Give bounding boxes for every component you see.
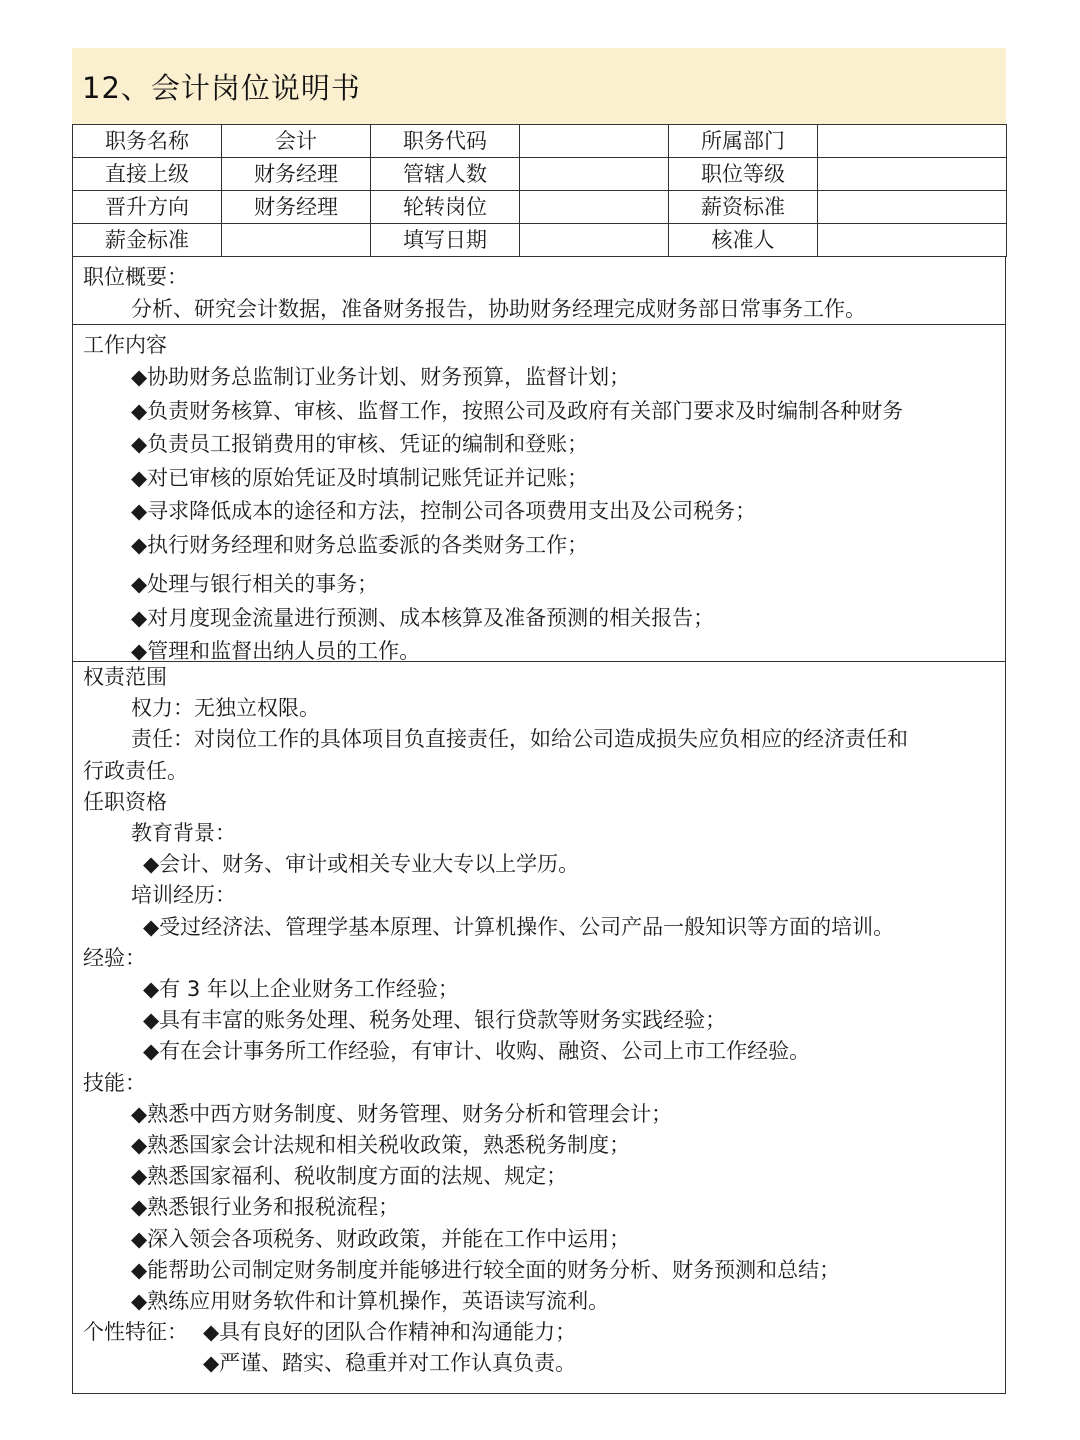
skills-label: 技能： bbox=[83, 1070, 146, 1095]
table-cell: 职位等级 bbox=[669, 158, 818, 191]
personality-section bbox=[83, 1317, 995, 1379]
list-item: ◆负责财务核算、审核、监督工作，按照公司及政府有关部门要求及时编制各种财务 bbox=[131, 398, 904, 423]
list-item: ◆寻求降低成本的途径和方法，控制公司各项费用支出及公司税务； bbox=[131, 499, 757, 523]
overview-text: 分析、研究会计数据，准备财务报告，协助财务经理完成财务部日常事务工作。 bbox=[131, 297, 866, 321]
document bbox=[72, 48, 1006, 1394]
list-item: ◆能帮助公司制定财务制度并能够进行较全面的财务分析、财务预测和总结； bbox=[131, 1257, 841, 1282]
table-cell bbox=[520, 125, 669, 158]
table-cell bbox=[520, 158, 669, 191]
table-cell bbox=[222, 224, 371, 257]
table-cell: 管辖人数 bbox=[371, 158, 520, 191]
table-cell: 职务代码 bbox=[371, 125, 520, 158]
list-item: ◆执行财务经理和财务总监委派的各类财务工作； bbox=[131, 532, 589, 557]
list-item: ◆会计、财务、审计或相关专业大专以上学历。 bbox=[143, 852, 580, 877]
table-cell: 所属部门 bbox=[669, 125, 818, 158]
overview-section bbox=[72, 257, 1006, 325]
list-item: ◆管理和监督出纳人员的工作。 bbox=[131, 639, 421, 663]
authority-power: 权力：无独立权限。 bbox=[131, 696, 320, 721]
list-item: ◆对已审核的原始凭证及时填制记账凭证并记账； bbox=[131, 465, 589, 490]
table-cell: 晋升方向 bbox=[73, 191, 222, 224]
list-item: ◆具有良好的团队合作精神和沟通能力； bbox=[203, 1320, 577, 1345]
table-cell: 薪资标准 bbox=[669, 191, 818, 224]
list-item: ◆受过经济法、管理学基本原理、计算机操作、公司产品一般知识等方面的培训。 bbox=[143, 914, 895, 939]
authority-responsibility-cont: 行政责任。 bbox=[83, 758, 188, 783]
title-banner bbox=[72, 48, 1006, 124]
list-item: ◆协助财务总监制订业务计划、财务预算，监督计划； bbox=[131, 365, 631, 389]
list-item: ◆熟悉国家会计法规和相关税收政策，熟悉税务制度； bbox=[131, 1133, 631, 1158]
page-title: 12、会计岗位说明书 bbox=[82, 70, 361, 105]
list-item: ◆负责员工报销费用的审核、凭证的编制和登账； bbox=[131, 432, 589, 456]
list-item: ◆熟悉国家福利、税收制度方面的法规、规定； bbox=[131, 1164, 568, 1189]
details-section bbox=[72, 662, 1006, 1394]
list-item: ◆深入领会各项税务、财政政策，并能在工作中运用； bbox=[131, 1226, 631, 1251]
info-table bbox=[72, 124, 1007, 257]
table-cell bbox=[520, 224, 669, 257]
table-cell bbox=[818, 224, 1007, 257]
table-cell: 职务名称 bbox=[73, 125, 222, 158]
table-cell: 会计 bbox=[222, 125, 371, 158]
list-item: ◆处理与银行相关的事务； bbox=[131, 572, 379, 596]
table-cell: 核准人 bbox=[669, 224, 818, 257]
list-item: ◆具有丰富的账务处理、税务处理、银行贷款等财务实践经验； bbox=[143, 1008, 727, 1033]
table-cell bbox=[818, 125, 1007, 158]
education-label: 教育背景： bbox=[131, 821, 236, 846]
table-cell: 直接上级 bbox=[73, 158, 222, 191]
table-row bbox=[73, 158, 1007, 191]
personality-label: 个性特征： bbox=[83, 1320, 188, 1345]
table-cell: 财务经理 bbox=[222, 158, 371, 191]
table-cell: 薪金标准 bbox=[73, 224, 222, 257]
list-item: ◆有在会计事务所工作经验，有审计、收购、融资、公司上市工作经验。 bbox=[143, 1039, 811, 1064]
overview-label: 职位概要： bbox=[83, 265, 188, 289]
table-cell bbox=[818, 158, 1007, 191]
list-item: ◆对月度现金流量进行预测、成本核算及准备预测的相关报告； bbox=[131, 605, 715, 630]
list-item: ◆有 3 年以上企业财务工作经验； bbox=[143, 977, 459, 1002]
table-cell bbox=[520, 191, 669, 224]
list-item: ◆熟练应用财务软件和计算机操作，英语读写流利。 bbox=[131, 1289, 610, 1314]
qualification-label: 任职资格 bbox=[83, 789, 167, 814]
work-label: 工作内容 bbox=[83, 333, 167, 357]
table-row bbox=[73, 125, 1007, 158]
table-cell: 填写日期 bbox=[371, 224, 520, 257]
experience-label: 经验： bbox=[83, 945, 146, 970]
table-cell: 财务经理 bbox=[222, 191, 371, 224]
table-cell: 轮转岗位 bbox=[371, 191, 520, 224]
table-row bbox=[73, 224, 1007, 257]
training-label: 培训经历： bbox=[131, 883, 236, 908]
table-row bbox=[73, 191, 1007, 224]
work-section bbox=[72, 325, 1006, 662]
list-item: ◆熟悉银行业务和报税流程； bbox=[131, 1195, 400, 1220]
authority-responsibility: 责任：对岗位工作的具体项目负直接责任，如给公司造成损失应负相应的经济责任和 bbox=[131, 727, 908, 752]
personality-list bbox=[203, 1317, 576, 1379]
list-item: ◆熟悉中西方财务制度、财务管理、财务分析和管理会计； bbox=[131, 1101, 673, 1126]
table-cell bbox=[818, 191, 1007, 224]
list-item: ◆严谨、踏实、稳重并对工作认真负责。 bbox=[203, 1351, 577, 1376]
authority-label: 权责范围 bbox=[83, 665, 167, 689]
